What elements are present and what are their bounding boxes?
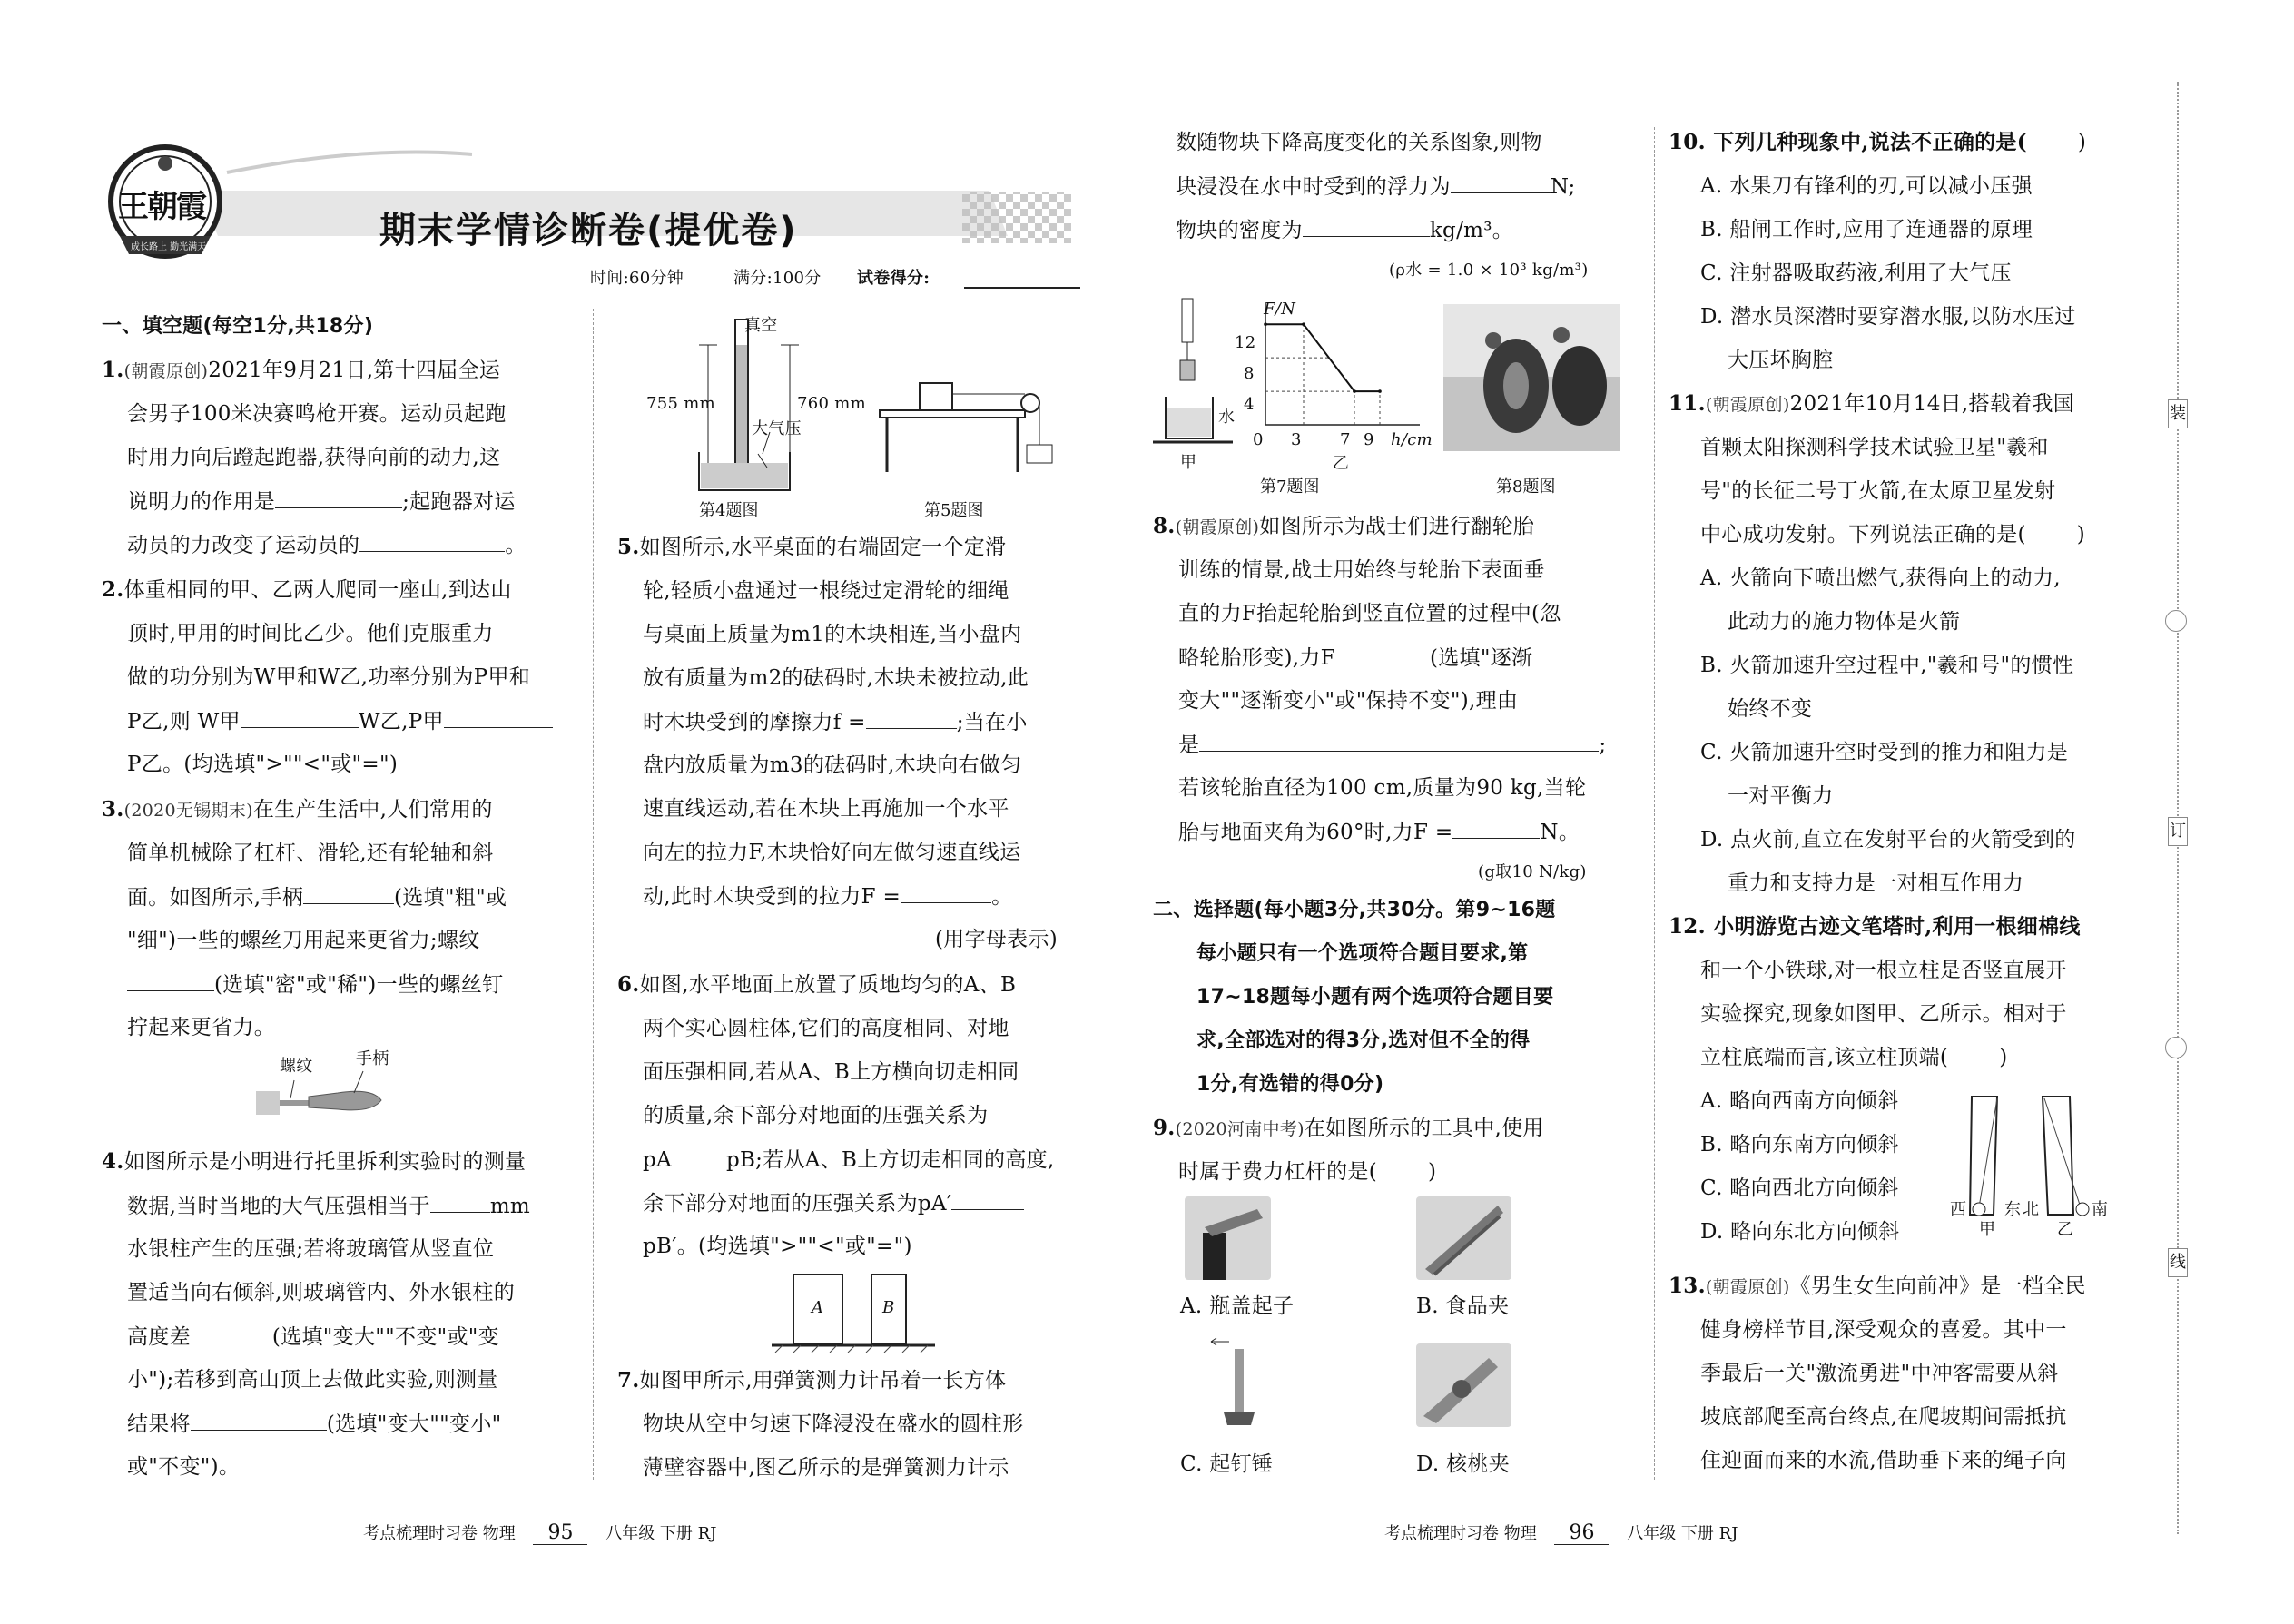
q10-option-c[interactable]: C. 注射器吸取药液,利用了大气压 bbox=[1700, 261, 2012, 285]
q2-blank bbox=[241, 707, 359, 728]
footer-right-page-number: 96 bbox=[1554, 1521, 1609, 1545]
q13-line: 健身榜样节目,深受观众的喜爱。其中一 bbox=[1700, 1318, 2067, 1342]
footer-left-label: 考点梳理时习卷 物理 bbox=[363, 1524, 516, 1543]
q8-line bbox=[1153, 513, 1534, 541]
q6-text: pA bbox=[643, 1148, 672, 1172]
q2-text: P乙,则 W甲 bbox=[127, 710, 241, 733]
section-choice-heading: 17~18题每小题有两个选项符合题目要 bbox=[1196, 986, 1554, 1009]
q5-line: 轮,轻质小盘通过一根绕过定滑轮的细绳 bbox=[643, 579, 1009, 603]
q4-text: (选填"变大""不变"或"变 bbox=[271, 1325, 499, 1349]
fig12-yi-label: 乙 bbox=[2057, 1220, 2074, 1239]
q13-text: 《男生女生向前冲》是一档全民 bbox=[1789, 1275, 2086, 1298]
q3-line bbox=[127, 883, 507, 911]
logo-text: 王朝霞 bbox=[118, 189, 205, 225]
q7-text: 块浸没在水中时受到的浮力为 bbox=[1176, 175, 1451, 199]
q3-blank bbox=[127, 970, 214, 991]
q6-line: pB′。(均选填">""<"或"=") bbox=[643, 1235, 912, 1258]
q10-option-d[interactable]: D. 潜水员深潜时要穿潜水服,以防水压过 bbox=[1700, 305, 2076, 329]
q3-line: 简单机械除了杠杆、滑轮,还有轮轴和斜 bbox=[127, 842, 494, 865]
q4-blank bbox=[191, 1410, 327, 1431]
q7-text: 物块的密度为 bbox=[1176, 219, 1303, 242]
q4-number: 4. bbox=[102, 1149, 124, 1174]
q7-line: 数随物块下降高度变化的关系图象,则物 bbox=[1176, 131, 1542, 154]
q12-line bbox=[1700, 1044, 2007, 1071]
q7-line: (ρ水 = 1.0 × 10³ kg/m³) bbox=[1389, 261, 1589, 280]
q9-text: 在如图所示的工具中,使用 bbox=[1304, 1117, 1544, 1140]
q5-text: 动,此时木块受到的拉力F = bbox=[643, 885, 901, 909]
q5-text: 如图所示,水平桌面的右端固定一个定滑 bbox=[639, 536, 1007, 559]
q9-option-d[interactable]: D. 核桃夹 bbox=[1416, 1452, 1511, 1476]
q9-option-a[interactable]: A. 瓶盖起子 bbox=[1180, 1294, 1295, 1318]
q6-blank bbox=[672, 1146, 726, 1166]
q10-text: ) bbox=[2077, 131, 2087, 154]
q6-line bbox=[643, 1189, 1024, 1217]
q9-text: 时属于费力杠杆的是( bbox=[1178, 1160, 1377, 1184]
height-760-label: 760 mm bbox=[797, 394, 867, 413]
q4-line bbox=[102, 1148, 526, 1176]
q5-number: 5. bbox=[617, 535, 640, 559]
q1-blank bbox=[359, 531, 505, 552]
force-height-graph bbox=[1235, 300, 1434, 481]
cylinder-a-label: A bbox=[812, 1298, 824, 1317]
q10-option-a[interactable]: A. 水果刀有锋利的刃,可以减小压强 bbox=[1700, 174, 2033, 198]
q11-text: 中心成功发射。下列说法正确的是( bbox=[1700, 523, 2026, 546]
graph-data-point bbox=[1353, 389, 1356, 393]
q1-text: 2021年9月21日,第十四届全运 bbox=[208, 359, 501, 382]
graph-data-point bbox=[1302, 322, 1305, 326]
fig5-caption: 第5题图 bbox=[924, 501, 984, 520]
claw-hammer-photo bbox=[1207, 1334, 1271, 1436]
table-pulley-figure bbox=[876, 372, 1058, 481]
q3-line bbox=[102, 796, 493, 824]
q1-line bbox=[127, 531, 527, 559]
q8-text: 如图所示为战士们进行翻轮胎 bbox=[1259, 515, 1535, 538]
q7-line: 物块从空中匀速下降浸没在盛水的圆柱形 bbox=[643, 1412, 1024, 1436]
torricelli-figure bbox=[646, 316, 867, 499]
north-label: 北 bbox=[2023, 1200, 2040, 1219]
food-tongs-photo bbox=[1416, 1196, 1511, 1280]
q4-line: 或"不变")。 bbox=[127, 1455, 241, 1479]
q11-text: ) bbox=[2076, 523, 2086, 546]
footer-left bbox=[363, 1521, 716, 1545]
q13-source: (朝霞原创) bbox=[1705, 1277, 1790, 1297]
q5-blank bbox=[866, 708, 957, 729]
q3-line bbox=[127, 970, 503, 999]
q11-option-c[interactable]: C. 火箭加速升空时受到的推力和阻力是 bbox=[1700, 741, 2069, 764]
q8-line bbox=[1178, 644, 1532, 672]
q8-text: 是 bbox=[1178, 733, 1200, 757]
table-pulley-icon bbox=[876, 372, 1058, 481]
q8-line: (g取10 N/kg) bbox=[1478, 862, 1587, 881]
q4-line: 置适当向右倾斜,则玻璃管内、外水银柱的 bbox=[127, 1281, 516, 1304]
fig8-caption: 第8题图 bbox=[1496, 477, 1556, 497]
q4-line bbox=[127, 1192, 530, 1220]
q1-line: 会男子100米决赛鸣枪开赛。运动员起跑 bbox=[127, 402, 507, 426]
q12-text: ) bbox=[1999, 1046, 2008, 1069]
q5-line: 放有质量为m2的砝码时,木块未被拉动,此 bbox=[643, 666, 1029, 690]
q5-line: 向左的拉力F,木块恰好向左做匀速直线运 bbox=[643, 841, 1021, 864]
q5-line bbox=[643, 882, 1012, 910]
section-choice-heading: 求,全部选对的得3分,选对但不全的得 bbox=[1196, 1029, 1531, 1052]
q8-line: 训练的情景,战士用始终与轮胎下表面垂 bbox=[1178, 558, 1545, 582]
q4-text: mm bbox=[489, 1195, 531, 1218]
q2-line bbox=[127, 707, 553, 735]
q1-blank bbox=[275, 487, 402, 508]
q8-text: 胎与地面夹角为60°时,力F = bbox=[1178, 821, 1453, 844]
q8-blank bbox=[1452, 818, 1540, 839]
q1-number: 1. bbox=[102, 358, 124, 382]
cylinders-icon bbox=[772, 1271, 935, 1354]
q4-blank bbox=[191, 1323, 272, 1343]
exam-time: 时间:60分钟 bbox=[590, 269, 684, 288]
q10-text: 10. 下列几种现象中,说法不正确的是( bbox=[1669, 130, 2027, 154]
pillar-figure bbox=[1943, 1089, 2109, 1244]
cylinders-figure bbox=[772, 1271, 935, 1354]
q4-text: (选填"变大""变小" bbox=[326, 1412, 502, 1436]
binding-mark: 订 bbox=[2168, 817, 2188, 846]
q7-line: 薄壁容器中,图乙所示的是弹簧测力计示 bbox=[643, 1456, 1009, 1480]
q2-line bbox=[102, 576, 512, 604]
q3-line: 拧起来更省力。 bbox=[127, 1016, 276, 1039]
q5-blank bbox=[901, 882, 991, 903]
q8-source: (朝霞原创) bbox=[1175, 517, 1260, 537]
q13-number: 13. bbox=[1669, 1274, 1706, 1298]
q8-number: 8. bbox=[1153, 514, 1176, 538]
graph-ytick: 12 bbox=[1235, 333, 1256, 352]
footer-right bbox=[1384, 1521, 1738, 1545]
q7-text: N; bbox=[1550, 175, 1576, 199]
cylinder-b-label: B bbox=[882, 1298, 895, 1317]
q7-number: 7. bbox=[617, 1368, 640, 1393]
q12-option-a[interactable]: A. 略向西南方向倾斜 bbox=[1700, 1089, 1899, 1113]
height-755-label: 755 mm bbox=[646, 394, 716, 413]
east-label: 东 bbox=[2004, 1200, 2022, 1219]
q12-line: 12. 小明游览古迹文笔塔时,利用一根细棉线 bbox=[1669, 914, 2081, 939]
binding-circle-icon bbox=[2165, 1037, 2187, 1058]
q11-line bbox=[1700, 521, 2085, 548]
q7-line bbox=[617, 1367, 1006, 1394]
q4-blank bbox=[430, 1192, 490, 1213]
graph-xtick: 9 bbox=[1364, 430, 1374, 449]
fig7-jia-label: 甲 bbox=[1180, 453, 1197, 472]
q1-text: ;起跑器对运 bbox=[402, 490, 516, 514]
water-label: 水 bbox=[1218, 408, 1236, 427]
q7-line bbox=[1176, 216, 1513, 244]
q11-number: 11. bbox=[1669, 391, 1706, 416]
section-fill-blank-heading: 一、填空题(每空1分,共18分) bbox=[102, 315, 374, 338]
q8-text: 略轮胎形变),力F bbox=[1178, 646, 1335, 670]
q6-line: 面压强相同,若从A、B上方横向切走相同 bbox=[643, 1060, 1019, 1084]
q3-text: (选填"粗"或 bbox=[394, 886, 507, 910]
q4-line: 小");若移到高山顶上去做此实验,则测量 bbox=[127, 1368, 498, 1392]
spring-scale-figure bbox=[1153, 295, 1235, 477]
q8-blank bbox=[1335, 644, 1430, 664]
q5-text: 时木块受到的摩擦力f = bbox=[643, 711, 866, 734]
q7-text: 如图甲所示,用弹簧测力计吊着一长方体 bbox=[639, 1369, 1007, 1393]
q8-line: 若该轮胎直径为100 cm,质量为90 kg,当轮 bbox=[1178, 776, 1587, 800]
q13-line: 季最后一关"激流勇进"中冲客需要从斜 bbox=[1700, 1362, 2059, 1385]
screwdriver-figure bbox=[254, 1049, 418, 1126]
q11-option-b[interactable]: B. 火箭加速升空过程中,"羲和号"的惯性 bbox=[1700, 654, 2074, 677]
q4-line bbox=[127, 1323, 499, 1351]
q9-source: (2020河南中考) bbox=[1175, 1119, 1305, 1139]
fig4-caption: 第4题图 bbox=[699, 501, 759, 520]
q12-text: 立柱底端而言,该立柱顶端( bbox=[1700, 1046, 1949, 1069]
food-tongs-icon bbox=[1416, 1196, 1511, 1280]
q6-line bbox=[643, 1146, 1055, 1174]
q3-blank bbox=[303, 883, 394, 904]
q5-text: 。 bbox=[991, 885, 1013, 909]
q4-text: 高度差 bbox=[127, 1325, 191, 1349]
q12-option-b[interactable]: B. 略向东南方向倾斜 bbox=[1700, 1133, 1899, 1156]
q6-text: 余下部分对地面的压强关系为pA′ bbox=[643, 1192, 952, 1216]
q9-text: ) bbox=[1427, 1160, 1437, 1184]
paper-score-label: 试卷得分: bbox=[857, 269, 930, 288]
q6-number: 6. bbox=[617, 972, 640, 997]
q3-number: 3. bbox=[102, 797, 124, 822]
q8-line bbox=[1178, 818, 1580, 846]
q5-line bbox=[643, 708, 1028, 736]
q2-number: 2. bbox=[102, 577, 124, 602]
graph-data-point bbox=[1378, 389, 1382, 393]
q3-text: 在生产生活中,人们常用的 bbox=[252, 798, 493, 822]
q4-text: 如图所示是小明进行托里拆利实验时的测量 bbox=[123, 1150, 527, 1174]
binding-mark: 线 bbox=[2168, 1248, 2188, 1277]
q4-line: 水银柱产生的压强;若将玻璃管从竖直位 bbox=[127, 1237, 495, 1261]
q1-text: 说明力的作用是 bbox=[127, 490, 276, 514]
q10-option-d-cont: 大压坏胸腔 bbox=[1728, 349, 1834, 372]
right-column-divider bbox=[1654, 127, 1655, 1480]
nutcracker-photo bbox=[1416, 1343, 1511, 1427]
q7-blank bbox=[1451, 172, 1551, 193]
q4-text: 结果将 bbox=[127, 1412, 191, 1436]
logo-ribbon-text: 成长路上 勤光满天 bbox=[131, 242, 207, 252]
q11-line: 首颗太阳探测科学技术试验卫星"羲和 bbox=[1700, 436, 2049, 459]
graph-ytick: 8 bbox=[1244, 364, 1255, 383]
q9-line bbox=[1153, 1115, 1544, 1143]
q5-line bbox=[617, 534, 1006, 561]
q6-text: pB;若从A、B上方切走相同的高度, bbox=[725, 1148, 1055, 1172]
q3-text: 面。如图所示,手柄 bbox=[127, 886, 304, 910]
nutcracker-icon bbox=[1416, 1343, 1511, 1427]
graph-xtick: 3 bbox=[1291, 430, 1302, 449]
q2-line: P乙。(均选填">""<"或"=") bbox=[127, 753, 399, 776]
q13-line: 坡底部爬至高台终点,在爬坡期间需抵抗 bbox=[1700, 1405, 2067, 1429]
q7-blank bbox=[1303, 216, 1430, 237]
q2-text: W乙,P甲 bbox=[358, 710, 444, 733]
graph-ylabel: F/N bbox=[1264, 300, 1296, 319]
bottle-opener-photo bbox=[1185, 1196, 1271, 1280]
section-choice-heading: 二、选择题(每小题3分,共30分。第9~16题 bbox=[1153, 899, 1556, 921]
handle-label: 手柄 bbox=[356, 1049, 389, 1068]
q6-line bbox=[617, 971, 1016, 999]
footer-right-label: 考点梳理时习卷 物理 bbox=[1384, 1524, 1537, 1543]
q2-line: 做的功分别为W甲和W乙,功率分别为P甲和 bbox=[127, 665, 531, 689]
q11-line bbox=[1669, 390, 2074, 418]
q1-line: 时用力向后蹬起跑器,获得向前的动力,这 bbox=[127, 446, 501, 469]
q11-option-b-cont: 始终不变 bbox=[1728, 697, 1813, 721]
graph-ytick: 4 bbox=[1244, 395, 1255, 414]
q11-option-d-cont: 重力和支持力是一对相互作用力 bbox=[1728, 871, 2024, 895]
fig12-jia-label: 甲 bbox=[1979, 1220, 1996, 1239]
q2-line: 顶时,甲用的时间比乙少。他们克服重力 bbox=[127, 622, 494, 645]
fig7-caption: 第7题图 bbox=[1260, 477, 1320, 497]
screwdriver-icon bbox=[254, 1053, 418, 1126]
q9-number: 9. bbox=[1153, 1116, 1176, 1140]
q6-text: 如图,水平地面上放置了质地均匀的A、B bbox=[639, 973, 1017, 997]
q8-line: 变大""逐渐变小"或"保持不变"),理由 bbox=[1178, 689, 1519, 713]
q9-option-b[interactable]: B. 食品夹 bbox=[1416, 1294, 1510, 1318]
atmosphere-label: 大气压 bbox=[752, 419, 802, 438]
footer-right-grade: 八年级 下册 RJ bbox=[1627, 1524, 1738, 1543]
q7-line bbox=[1176, 172, 1576, 201]
footer-left-page-number: 95 bbox=[533, 1521, 587, 1545]
q9-line bbox=[1178, 1158, 1436, 1186]
q10-line bbox=[1669, 129, 2086, 156]
q1-text: 。 bbox=[505, 534, 527, 557]
graph-xtick: 7 bbox=[1340, 430, 1351, 449]
page-title: 期末学情诊断卷(提优卷) bbox=[379, 210, 798, 251]
claw-hammer-icon bbox=[1207, 1334, 1271, 1436]
footer-left-grade: 八年级 下册 RJ bbox=[605, 1524, 717, 1543]
binding-circle-icon bbox=[2165, 610, 2187, 632]
q13-line: 住迎面而来的水流,借助垂下来的绳子向 bbox=[1700, 1449, 2067, 1472]
q11-option-a-cont: 此动力的施力物体是火箭 bbox=[1728, 610, 1961, 634]
q3-line: "细")一些的螺丝刀用起来更省力;螺纹 bbox=[127, 929, 480, 952]
q8-line bbox=[1178, 731, 1606, 759]
q1-text: 动员的力改变了运动员的 bbox=[127, 534, 360, 557]
q2-blank bbox=[444, 707, 553, 728]
q8-blank bbox=[1199, 731, 1599, 752]
section-choice-heading: 1分,有选错的得0分) bbox=[1196, 1073, 1384, 1096]
q8-text: N。 bbox=[1540, 821, 1580, 844]
q2-text: 体重相同的甲、乙两人爬同一座山,到达山 bbox=[123, 578, 512, 602]
q5-line: 与桌面上质量为m1的木块相连,当小盘内 bbox=[643, 623, 1022, 646]
q5-line: 速直线运动,若在木块上再施加一个水平 bbox=[643, 797, 1009, 821]
q12-option-c[interactable]: C. 略向西北方向倾斜 bbox=[1700, 1176, 1899, 1200]
q11-option-a[interactable]: A. 火箭向下喷出燃气,获得向上的动力, bbox=[1700, 566, 2061, 590]
q11-line: 号"的长征二号丁火箭,在太原卫星发射 bbox=[1700, 479, 2056, 503]
q13-line bbox=[1669, 1273, 2086, 1301]
q4-line bbox=[127, 1410, 502, 1438]
q11-option-d[interactable]: D. 点火前,直立在发射平台的火箭受到的 bbox=[1700, 828, 2076, 851]
tire-photo-icon bbox=[1443, 304, 1620, 451]
q6-blank bbox=[951, 1189, 1024, 1210]
graph-xlabel: h/cm bbox=[1391, 430, 1433, 449]
left-column-divider bbox=[593, 309, 594, 1480]
west-label: 西 bbox=[1950, 1200, 1967, 1219]
logo bbox=[102, 136, 229, 263]
binding-mark: 装 bbox=[2168, 399, 2188, 428]
q1-line bbox=[127, 487, 516, 516]
q11-text: 2021年10月14日,搭载着我国 bbox=[1789, 392, 2075, 416]
q8-text: ; bbox=[1599, 733, 1607, 757]
thread-label: 螺纹 bbox=[280, 1057, 313, 1076]
bottle-opener-icon bbox=[1185, 1196, 1271, 1280]
q3-source: (2020无锡期末) bbox=[123, 801, 253, 821]
q11-source: (朝霞原创) bbox=[1705, 395, 1790, 415]
exam-score: 满分:100分 bbox=[733, 269, 822, 288]
q9-option-c[interactable]: C. 起钉锤 bbox=[1180, 1452, 1274, 1476]
q8-line: 直的力F抬起轮胎到竖直位置的过程中(忽 bbox=[1178, 602, 1561, 625]
q10-option-b[interactable]: B. 船闸工作时,应用了连通器的原理 bbox=[1700, 218, 2033, 241]
q12-line: 实验探究,现象如图甲、乙所示。相对于 bbox=[1700, 1002, 2067, 1026]
q12-option-d[interactable]: D. 略向东北方向倾斜 bbox=[1700, 1220, 1900, 1244]
q5-text: ;当在小 bbox=[956, 711, 1028, 734]
q3-text: (选填"密"或"稀")一些的螺丝钉 bbox=[214, 973, 504, 997]
q12-line: 和一个小铁球,对一根立柱是否竖直展开 bbox=[1700, 959, 2067, 982]
fig7-yi-label: 乙 bbox=[1333, 454, 1350, 473]
q8-text: (选填"逐渐 bbox=[1429, 646, 1533, 670]
q11-option-c-cont: 一对平衡力 bbox=[1728, 784, 1834, 808]
q5-line: 盘内放质量为m3的砝码时,木块向右做匀 bbox=[643, 753, 1022, 777]
south-label: 南 bbox=[2092, 1200, 2109, 1219]
tire-training-photo bbox=[1443, 304, 1620, 451]
q1-source: (朝霞原创) bbox=[123, 361, 209, 381]
binding-line bbox=[2177, 82, 2179, 1534]
q7-text: kg/m³。 bbox=[1429, 219, 1514, 242]
q6-line: 两个实心圆柱体,它们的高度相同、对地 bbox=[643, 1017, 1009, 1040]
q4-text: 数据,当时当地的大气压强相当于 bbox=[127, 1195, 430, 1218]
graph-xtick: 0 bbox=[1253, 430, 1264, 449]
vacuum-label: 真空 bbox=[744, 316, 778, 335]
q5-line: (用字母表示) bbox=[935, 928, 1058, 951]
q1-line bbox=[102, 357, 500, 385]
section-choice-heading: 每小题只有一个选项符合题目要求,第 bbox=[1196, 942, 1529, 965]
q6-line: 的质量,余下部分对地面的压强关系为 bbox=[643, 1104, 989, 1127]
paper-score-blank bbox=[964, 287, 1080, 289]
